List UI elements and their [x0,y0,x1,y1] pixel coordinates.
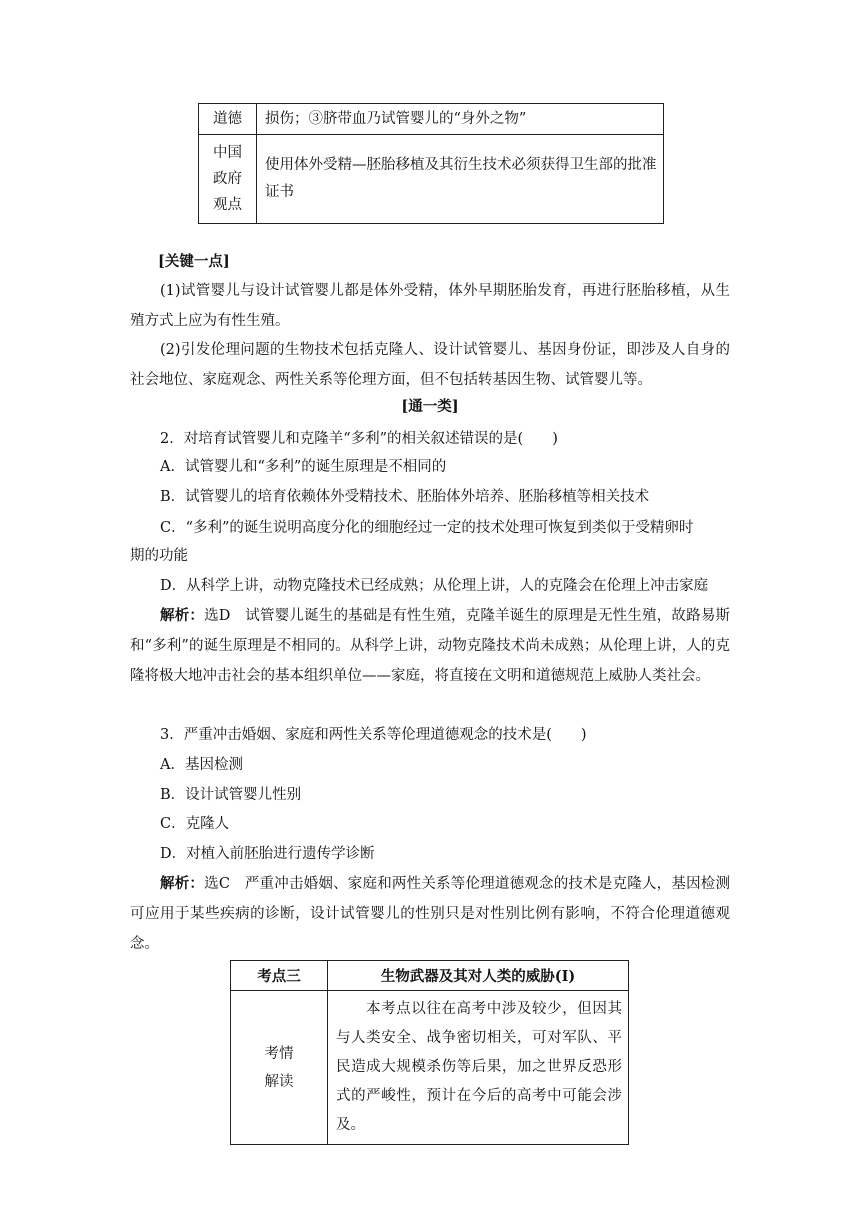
q2-option-c-line2: 期的功能 [130,548,188,564]
kaodian-label: 考点三 [231,961,328,991]
table-row [231,961,629,991]
q3-stem: 3．严重冲击婚姻、家庭和两性关系等伦理道德观念的技术是( ) [160,727,587,743]
analysis-text: 选C 严重冲击婚姻、家庭和两性关系等伦理道德观念的技术是克隆人，基因检测可应用于某些疾病的诊断，设计试管婴儿的性别只是对性别比例有影响，不符合伦理道德观念。 [130,876,730,952]
label-line: 解读 [264,1073,294,1090]
key-point-heading: [关键一点] [158,253,230,270]
label-line: 政府 [213,171,242,187]
analysis-text: 选D 试管婴儿诞生的基础是有性生殖，克隆羊诞生的原理是无性生殖，故路易斯和“多利”的诞生原理是不相同的。从科学上讲，动物克隆技术尚未成熟；从伦理上讲，人的克隆将极大地冲击社会的基本组织单位——家庭，将直接在文明和道德规范上威胁人类社会。 [130,608,731,684]
ethics-table [198,103,664,224]
section-title: [通一类] [401,398,459,415]
q2-option-b: B．试管婴儿的培育依赖体外受精技术、胚胎体外培养、胚胎移植等相关技术 [160,489,650,505]
q3-option-b: B．设计试管婴儿性别 [160,787,302,803]
row-label-moral: 道德 [199,104,257,135]
q3-option-a: A．基因检测 [160,757,243,773]
table-row [231,991,629,1145]
kaodian-body-label [231,991,328,1145]
label-line: 考情 [264,1045,294,1062]
q2-option-c-line1: C．“多利”的诞生说明高度分化的细胞经过一定的技术处理可恢复到类似于受精卵时 [160,520,694,536]
label-line: 观点 [213,197,242,213]
key-point-item-1: (1)试管婴儿与设计试管婴儿都是体外受精，体外早期胚胎发育，再进行胚胎移植，从生殖方式上应为有性生殖。 [130,283,730,329]
q3-option-c: C．克隆人 [160,816,230,832]
analysis-label: 解析： [160,607,205,624]
q2-stem: 2．对培育试管婴儿和克隆羊“多利”的相关叙述错误的是( ) [160,431,558,447]
row-text-government: 使用体外受精—胚胎移植及其衍生技术必须获得卫生部的批准证书 [257,135,664,224]
table-row [199,104,664,135]
row-label-government [199,135,257,224]
q3-analysis [130,869,730,959]
table-row [199,135,664,224]
kaodian-title: 生物武器及其对人类的威胁(Ⅰ) [328,961,629,991]
label-line: 中国 [213,145,242,161]
analysis-label: 解析： [160,875,205,892]
q2-analysis [130,601,730,691]
key-point-item-2: (2)引发伦理问题的生物技术包括克隆人、设计试管婴儿、基因身份证，即涉及人自身的社会地位、家庭观念、两性关系等伦理方面，但不包括转基因生物、试管婴儿等。 [130,342,730,388]
kaodian-table [230,960,629,1145]
kaodian-body-text: 本考点以往在高考中涉及较少，但因其与人类安全、战争密切相关，可对军队、平民造成大规模杀伤等后果，加之世界反恐形式的严峻性，预计在今后的高考中可能会涉及。 [328,991,629,1145]
q3-option-d: D．对植入前胚胎进行遗传学诊断 [160,846,375,862]
q2-option-a: A．试管婴儿和“多利”的诞生原理是不相同的 [160,459,447,475]
q2-option-d: D．从科学上讲，动物克隆技术已经成熟；从伦理上讲，人的克隆会在伦理上冲击家庭 [160,578,709,594]
row-text-moral: 损伤；③脐带血乃试管婴儿的“身外之物” [257,104,664,135]
